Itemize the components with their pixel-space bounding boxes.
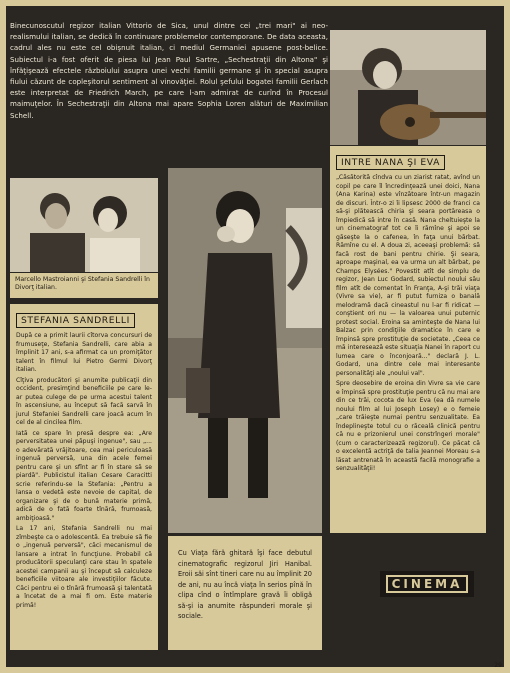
article-sandrelli bbox=[10, 304, 158, 650]
photo-nana bbox=[168, 168, 322, 533]
article-hanibal: Cu Viaţa fără ghitară îşi face debutul cinematografic regizorul Jiri Hanibal. Eroii săi sînt tineri care nu au împlinit 20 de ani, nu au încă viaţa în serios pînă în clipa cînd o întîmplare gravă îi obligă să-şi ia anumite răspunderi morale şi sociale. bbox=[168, 536, 322, 650]
article-heading: INTRE NANA ŞI EVA bbox=[336, 155, 445, 170]
article-paragraph: „Căsătorită cîndva cu un ziarist ratat, avînd un copil pe care îl încredinţează unei doici, Nana (Ana Karina) este vînzătoare într-un magazin de discuri. Într-o zi îi lipsesc 2000 de franci ca să-şi plătească chiria şi seara portăreasa o împiedică să intre în casă. Nana cheltuieşte la un cinematograf tot ce îi rămîne şi apoi se găseşte la o cafenea, în faţa unui bărbat. Rămîne cu el. A doua zi, aceeaşi problemă: să facă rost de bani pentru chirie. Şi seara, aproape maşinal, ea va urma un alt bărbat, pe Champs Elysées." Povestit atît de simplu de regizor, Jean Luc Godard, subiectul noului său film atît de comentat în Franţa, A-şi trăi viaţa (Vivre sa vie), ar fi putut furniza o banală melodramă dacă cineastul nu l-ar fi ridicat — conştient ori nu — la valoarea unui puternic protest social. Eroina sa aminteşte de Nana lui Balzac prin condiţiile dramatice în care e împinsă spre prostituţie de societate. „Ceea ce mă interesează este situaţia Nanei în raport cu lumea care o înconjoară..." declară J. L. Godard, una dintre cele mai interesante personalităţi ale „noului val". bbox=[336, 174, 480, 377]
photo-caption: Marcello Mastroianni şi Stefania Sandrelli în Divorţ italian. bbox=[10, 273, 158, 298]
article-paragraph: Cîţiva producători şi anumite publicaţii din occident, presimţind beneficiile pe care le-ar putea culege de pe urma acestui talent în ascensiune, au început să facă sarvă în jurul Stefaniei Sandrelli care joacă acum în cel de al cincilea film. bbox=[16, 376, 152, 426]
cinema-logo: CINEMA bbox=[386, 575, 468, 593]
couple-illustration bbox=[10, 178, 158, 272]
article-heading: STEFANIA SANDRELLI bbox=[16, 313, 135, 328]
photo-mastroianni-sandrelli bbox=[10, 178, 158, 272]
article-paragraph: Iată ce spare în presă despre ea: „Are perversitatea unei păpuşi ingenue", sau „... o adevărată vrăjitoare, cea mai periculoasă ingenuă perversă, una din acele femei pentru care şi un sfînt ar fi în stare să se piardă". Publicistul italian Cesare Caracitti scrie referindu-se la Stefania: „Pentru a lansa o vedetă este nevoie de capital, de organizare şi de o bună materie primă, adică de o fată foarte tînără, frumoasă, ambiţioasă." bbox=[16, 429, 152, 522]
guitar-illustration bbox=[330, 30, 486, 145]
nana-illustration bbox=[168, 168, 322, 533]
article-paragraph: Spre deosebire de eroina din Vivre sa vie care e împinsă spre prostituţie pentru că nu mai are din ce trăi, cocota de lux Eva (ea dă numele noului film al lui Joseph Losey) e o femeie „care trăieşte numai pentru senzualitate. Ea îndeplineşte totul cu o răceală clinică pentru că nu e prizonierul unei constrîngeri morale" (cum o caracterizează regizorul). Ce păcat că o excelentă actriţă de talia Jeannei Moreau s-a lăsat antrenată în această facilă monografie a senzualităţii! bbox=[336, 380, 480, 472]
article-paragraph: La 17 ani, Stefania Sandrelli nu mai zîmbeşte ca o adolescentă. Ea trebuie să fie o „ingenuă perversă", căci mecanismul de lansare a intrat în funcţiune. Probabil că producătorii speculanţi care stau în spatele acestei campanii au şi început să calculeze beneficiile viitoare ale investiţiilor făcute. Căci pentru ei o tînără frumoasă şi talentată a încetat de a mai fi om. Este materie primă! bbox=[16, 525, 152, 609]
article-nana-eva bbox=[330, 146, 486, 533]
photo-guitar-player bbox=[330, 30, 486, 145]
article-paragraph: După ce a primit laurii cîtorva concursuri de frumuseţe, Stefania Sandrelli, care abia a împlinit 17 ani, s-a afirmat ca un promiţător talent în filmul lui Pietro Germi Divorţ italian. bbox=[16, 332, 152, 373]
page-number: 29 bbox=[494, 662, 502, 669]
intro-paragraph: Binecunoscutul regizor italian Vittorio de Sica, unul dintre cei „trei mari" ai neo-realismului italian, se dedică în continuare problemelor contemporane. De data aceasta, cadrul ales nu este cel obişnuit italian, ci mediul Germaniei apusene post-belice. Subiectul i-a fost oferit de piesa lui Jean Paul Sartre, „Sechestraţii din Altona" şi înfăţişează efectele războiului asupra unei vechi familii germane şi în special asupra fiului căzunt de copleşitorul sentiment al vinovăţiei. Rolul şefului bogatei familii Gerlach este interpretat de Friedrich March, pe care l-am admirat de curînd în Procesul maimuţelor. În Sechestraţii din Altona mai apare Sophia Loren alături de Maximilian Schell. bbox=[10, 21, 328, 120]
